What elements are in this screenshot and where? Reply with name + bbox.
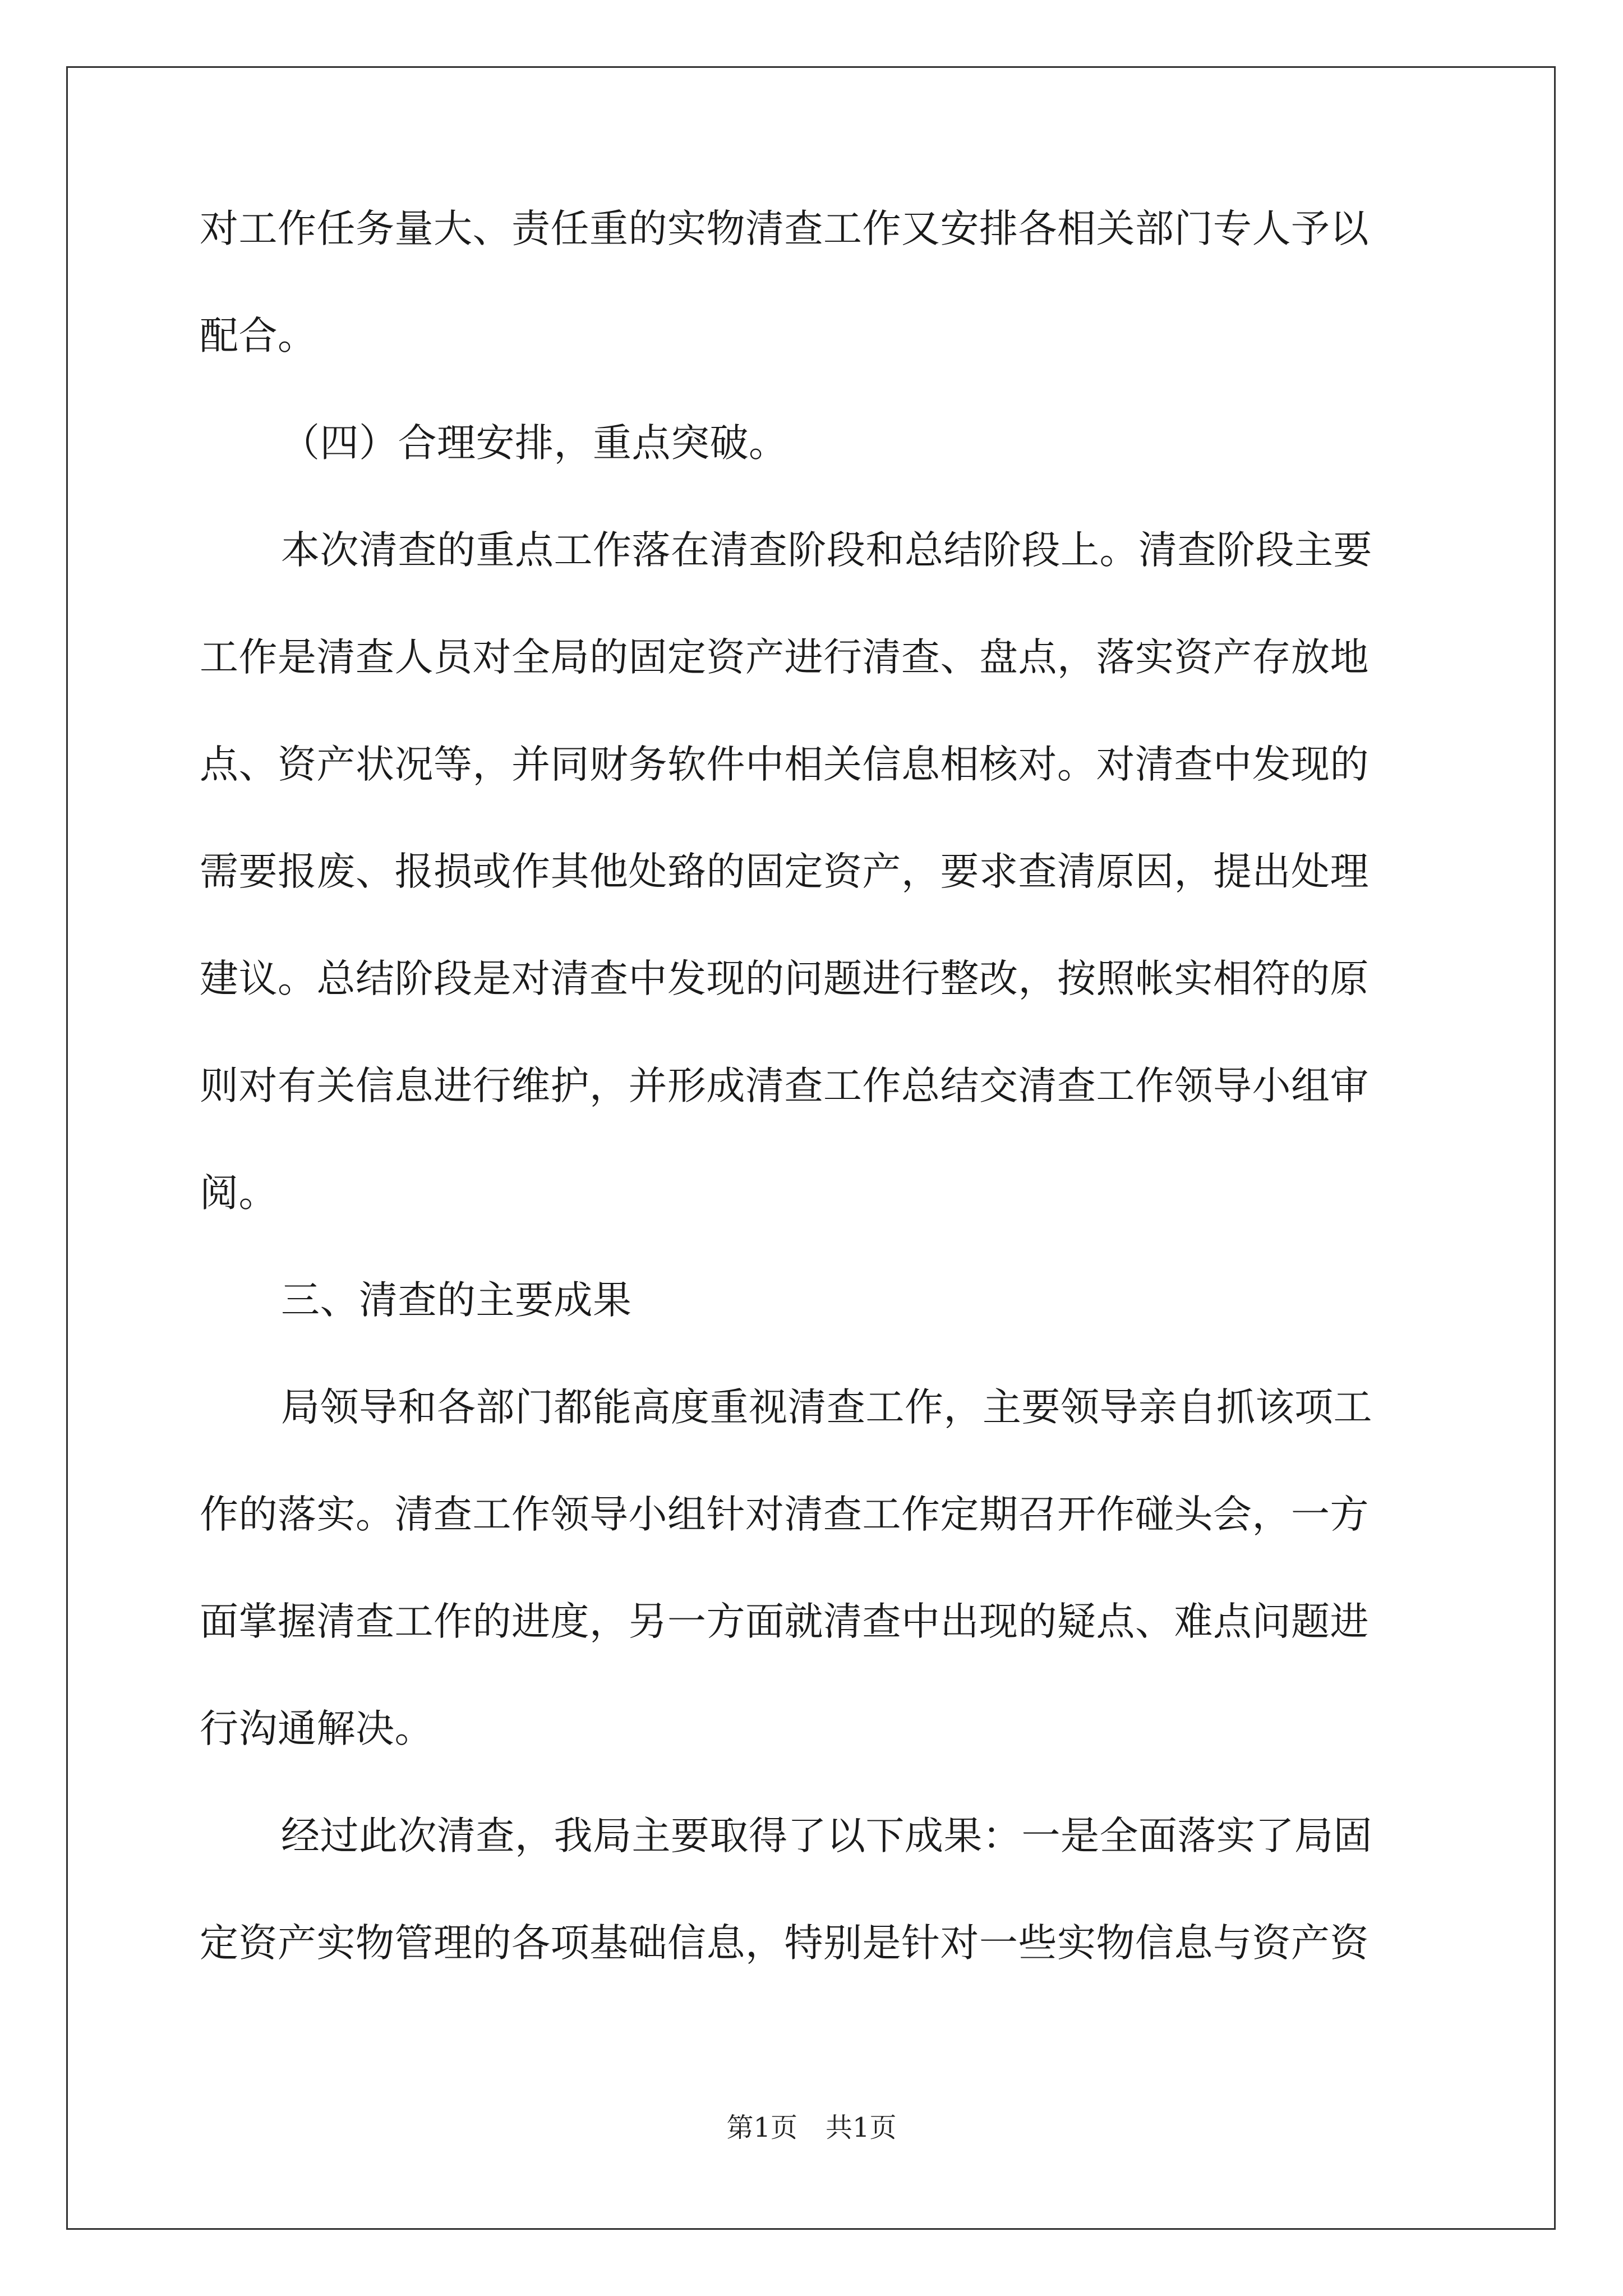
page-footer [0,2112,1623,2143]
text-line: 配合。 [200,314,317,358]
text-line: 则对有关信息进行维护，并形成清查工作总结交清查工作领导小组审 [200,1064,1369,1108]
text-line: 作的落实。清查工作领导小组针对清查工作定期召开作碰头会，一方 [200,1492,1369,1537]
text-line: 点、资产状况等，并同财务软件中相关信息相核对。对清查中发现的 [200,742,1369,787]
text-line: 经过此次清查，我局主要取得了以下成果：一是全面落实了局固 [281,1814,1372,1858]
section-heading: 三、清查的主要成果 [281,1278,632,1323]
text-line: 阅。 [200,1171,278,1216]
page-total: 共1页 [826,2112,897,2143]
document-body [200,208,1433,2029]
text-line: 行沟通解决。 [200,1706,434,1751]
text-line: 本次清查的重点工作落在清查阶段和总结阶段上。清查阶段主要 [281,528,1372,573]
text-line: 工作是清查人员对全局的固定资产进行清查、盘点，落实资产存放地 [200,635,1369,680]
text-line: 面掌握清查工作的进度，另一方面就清查中出现的疑点、难点问题进 [200,1599,1369,1644]
text-line: 需要报废、报损或作其他处臵的固定资产，要求查清原因，提出处理 [200,849,1369,894]
text-line: 建议。总结阶段是对清查中发现的问题进行整改，按照帐实相符的原 [200,956,1369,1001]
text-line: 定资产实物管理的各项基础信息，特别是针对一些实物信息与资产资 [200,1921,1369,1966]
text-line: 对工作任务量大、责任重的实物清查工作又安排各相关部门专人予以 [200,206,1369,251]
text-line: 局领导和各部门都能高度重视清查工作，主要领导亲自抓该项工 [281,1385,1372,1430]
section-heading: （四）合理安排，重点突破。 [281,421,788,466]
page-number: 第1页 [726,2112,797,2143]
